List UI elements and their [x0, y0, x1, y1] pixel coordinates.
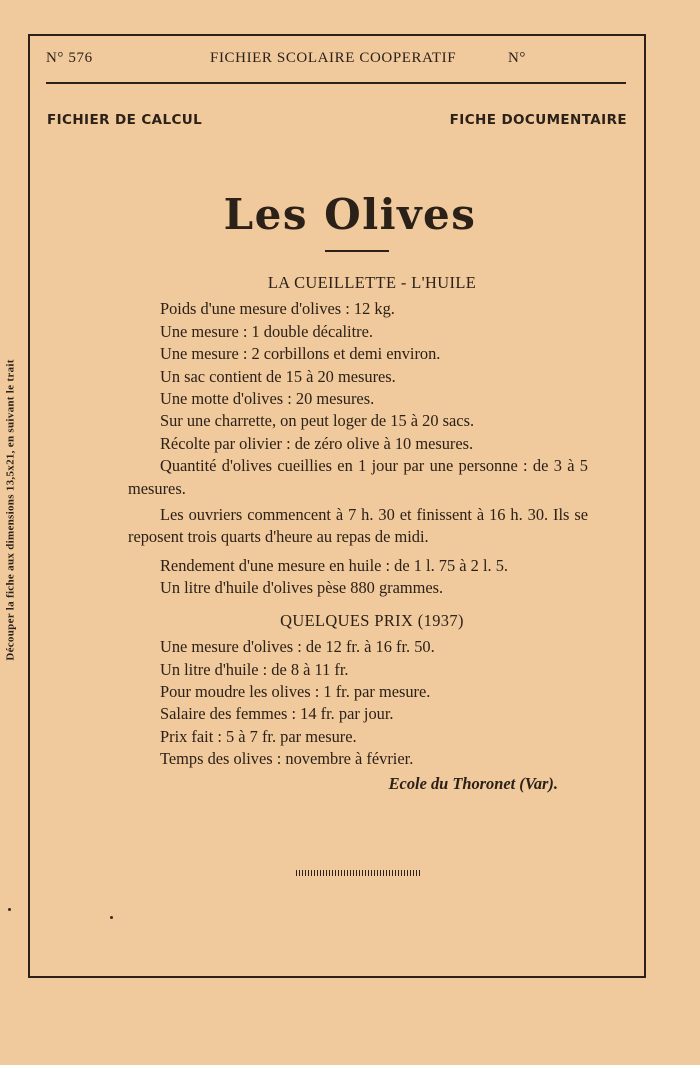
text-line: Une mesure d'olives : de 12 fr. à 16 fr. 50.	[160, 637, 435, 657]
cut-instruction	[4, 300, 18, 720]
card-number: N° 576	[46, 50, 93, 66]
category-label: FICHIER DE CALCUL	[47, 112, 203, 128]
text-line: Récolte par olivier : de zéro olive à 10 mesures.	[160, 433, 474, 453]
paper-speck	[8, 908, 11, 911]
title-divider	[325, 250, 389, 252]
text-line: Rendement d'une mesure en huile : de 1 l. 75 à 2 l. 5.	[160, 555, 508, 575]
text-line: Un sac contient de 15 à 20 mesures.	[160, 366, 396, 386]
text-line: Un litre d'huile d'olives pèse 880 grammes.	[160, 578, 444, 598]
type-label: FICHE DOCUMENTAIRE	[449, 112, 627, 128]
page-title: Les Olives	[223, 190, 477, 239]
ornament-divider	[296, 870, 420, 876]
signature: Ecole du Thoronet (Var).	[388, 773, 558, 793]
cut-instruction-text: Découper la fiche aux dimensions 13,5x21, en suivant le trait	[5, 359, 18, 661]
text-paragraph: Les ouvriers commencent à 7 h. 30 et finissent à 16 h. 30. Ils se reposent trois quarts d'heure au repas de midi.	[128, 505, 588, 547]
text-line: Une motte d'olives : 20 mesures.	[160, 389, 375, 409]
collection-title: FICHIER SCOLAIRE COOPERATIF	[210, 50, 457, 66]
text-paragraph: Quantité d'olives cueillies en 1 jour par une personne : de 3 à 5 mesures.	[128, 456, 588, 498]
text-line: Une mesure : 1 double décalitre.	[160, 321, 373, 341]
text-line: Salaire des femmes : 14 fr. par jour.	[160, 704, 394, 724]
card-body	[128, 272, 588, 795]
section-heading-prices: QUELQUES PRIX (1937)	[280, 610, 464, 630]
card-header	[46, 48, 626, 70]
section-heading-harvest: LA CUEILLETTE - L'HUILE	[267, 273, 477, 292]
text-line: Prix fait : 5 à 7 fr. par mesure.	[160, 726, 357, 746]
text-line: Une mesure : 2 corbillons et demi environ.	[160, 344, 441, 364]
text-line: Temps des olives : novembre à février.	[160, 749, 414, 769]
header-divider	[46, 82, 626, 84]
text-line: Poids d'une mesure d'olives : 12 kg.	[160, 299, 395, 319]
text-line: Pour moudre les olives : 1 fr. par mesure.	[160, 681, 431, 701]
text-line: Un litre d'huile : de 8 à 11 fr.	[160, 659, 349, 679]
text-line: Sur une charrette, on peut loger de 15 à 20 sacs.	[160, 411, 475, 431]
card-number-secondary: N°	[508, 50, 527, 66]
